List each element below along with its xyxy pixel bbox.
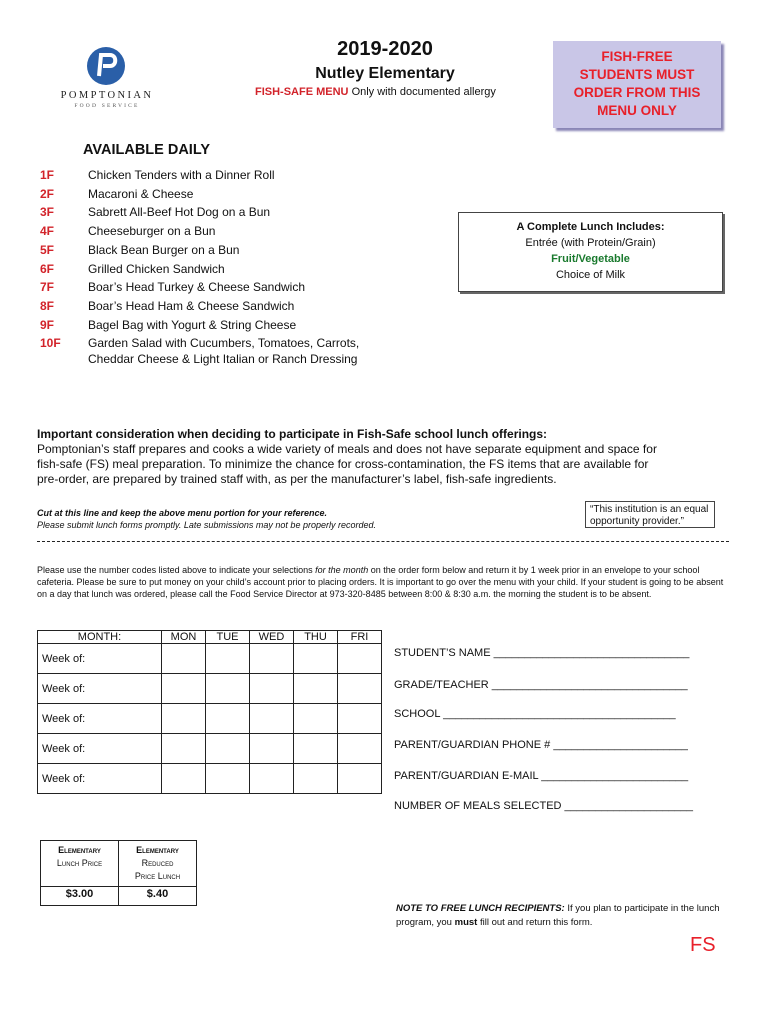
regular-label-1: Elementary	[58, 845, 101, 855]
order-cell[interactable]	[250, 644, 294, 674]
equal-opportunity-box: “This institution is an equal opportunity provider.”	[585, 501, 715, 528]
menu-item-line: Cheddar Cheese & Light Italian or Ranch Dressing	[88, 352, 358, 367]
order-cell[interactable]	[250, 674, 294, 704]
day-header-wed: WED	[250, 631, 294, 644]
parent-email-field[interactable]: PARENT/GUARDIAN E-MAIL ________________________	[394, 770, 689, 782]
entree-text: Entrée (with Protein/Grain)	[525, 237, 656, 249]
menu-item	[40, 260, 420, 279]
menu-item	[40, 241, 420, 260]
price-labels-row	[41, 841, 197, 887]
school-name: Nutley Elementary	[315, 65, 455, 82]
order-cell[interactable]	[162, 644, 206, 674]
day-header-thu: THU	[294, 631, 338, 644]
fs-menu-title: FISH-SAFE MENU	[255, 86, 349, 98]
price-values-row	[41, 887, 197, 906]
order-cell[interactable]	[162, 734, 206, 764]
menu-item-name: Black Bean Burger on a Bun	[88, 242, 240, 257]
fish-free-notice	[553, 41, 721, 128]
menu-code: 1F	[40, 168, 55, 182]
month-label: MONTH:	[38, 631, 162, 644]
reduced-label-2: Reduced	[141, 858, 174, 868]
menu-item	[40, 316, 420, 335]
order-cell[interactable]	[206, 644, 250, 674]
order-cell[interactable]	[206, 734, 250, 764]
fruit-veg-text: Fruit/Vegetable	[551, 253, 630, 265]
order-cell[interactable]	[250, 734, 294, 764]
menu-item-name: Chicken Tenders with a Dinner Roll	[88, 168, 275, 182]
menu-code: 8F	[40, 298, 55, 313]
order-cell[interactable]	[338, 674, 382, 704]
order-cell[interactable]	[338, 704, 382, 734]
menu-code: 9F	[40, 317, 55, 332]
available-daily-title: AVAILABLE DAILY	[83, 142, 211, 158]
reduced-label-3: Price Lunch	[134, 871, 181, 881]
menu-item-name: Boar’s Head Ham & Cheese Sandwich	[88, 298, 295, 313]
menu-item	[40, 203, 420, 222]
menu-code: 5F	[40, 242, 55, 257]
notice-line: FISH-FREE	[601, 49, 673, 64]
order-cell[interactable]	[294, 674, 338, 704]
note-must: must	[454, 917, 478, 928]
notice-line: ORDER FROM THIS	[573, 85, 701, 100]
form-code: FS	[690, 934, 716, 956]
menu-code: 2F	[40, 186, 55, 201]
complete-lunch-title: A Complete Lunch Includes:	[516, 221, 665, 233]
regular-label-2: Lunch Price	[56, 858, 103, 868]
week-label[interactable]: Week of:	[38, 734, 162, 764]
week-row	[38, 644, 382, 674]
logo-mark-icon	[86, 46, 126, 86]
order-cell[interactable]	[294, 704, 338, 734]
order-cell[interactable]	[294, 734, 338, 764]
cut-instructions	[37, 507, 577, 531]
instr-part2: on the order form below and return it by 1 week prior in an envelope to your school cafeteria. Please be sure to put money on your child’s account prior to placing orders. It is important to go over the menu with your child. If your student is going to be absent on a day that lunch was ordered, please call the Food Service Director at 973-320-8485 between 8:00 & 8:30 a.m. the morning the student is to be absent.	[37, 565, 724, 599]
order-cell[interactable]	[162, 704, 206, 734]
menu-item-line: Garden Salad with Cucumbers, Tomatoes, Carrots,	[88, 336, 360, 351]
reduced-label-1: Elementary	[136, 845, 179, 855]
instr-part1: Please use the number codes listed above to indicate your selections	[37, 565, 316, 575]
cut-dashed-line	[37, 541, 729, 542]
order-cell[interactable]	[250, 764, 294, 794]
week-label[interactable]: Week of:	[38, 704, 162, 734]
menu-code: 3F	[40, 205, 55, 220]
submit-promptly-text: Please submit lunch forms promptly. Late submissions may not be properly recorded.	[37, 520, 376, 530]
note-label: NOTE TO FREE LUNCH RECIPIENTS:	[396, 903, 565, 914]
order-cell[interactable]	[338, 644, 382, 674]
logo-subtitle: FOOD SERVICE	[74, 103, 140, 109]
complete-lunch-box	[458, 212, 723, 292]
menu-code: 4F	[40, 224, 55, 239]
reduced-price-value: $.40	[119, 887, 197, 906]
student-name-field[interactable]: STUDENT’S NAME ________________________________	[394, 647, 690, 659]
school-field[interactable]: SCHOOL ______________________________________	[394, 708, 676, 720]
fish-safe-menu-label	[255, 86, 517, 98]
logo-name: POMPTONIAN	[60, 90, 154, 101]
note-text-2: fill out and return this form.	[477, 917, 593, 928]
menu-code: 6F	[40, 261, 55, 276]
order-cell[interactable]	[294, 644, 338, 674]
menu-list	[40, 166, 420, 367]
note-text-1: If you plan to participate in the lunch program, you	[396, 903, 720, 928]
day-header-fri: FRI	[338, 631, 382, 644]
order-cell[interactable]	[338, 764, 382, 794]
milk-text: Choice of Milk	[555, 269, 626, 281]
menu-item	[40, 166, 420, 185]
important-line: pre-order, are prepared by trained staff with, as per the manufacturer’s label, fish-safe ingredients.	[37, 472, 557, 486]
menu-code: 10F	[40, 336, 61, 351]
menu-item-name	[88, 334, 420, 367]
order-cell[interactable]	[250, 704, 294, 734]
important-heading: Important consideration when deciding to participate in Fish-Safe school lunch offerings:	[37, 427, 548, 441]
week-label[interactable]: Week of:	[38, 764, 162, 794]
menu-item	[40, 334, 420, 367]
important-line: Pomptonian’s staff prepares and cooks a wide variety of meals and does not have separate equipment and space for	[37, 442, 657, 456]
order-cell[interactable]	[294, 764, 338, 794]
menu-item	[40, 185, 420, 204]
menu-item-name: Cheeseburger on a Bun	[88, 224, 216, 239]
week-row	[38, 734, 382, 764]
fs-menu-note: Only with documented allergy	[351, 86, 496, 98]
notice-line: MENU ONLY	[597, 103, 677, 118]
parent-phone-field[interactable]: PARENT/GUARDIAN PHONE # ______________________	[394, 739, 688, 751]
week-label[interactable]: Week of:	[38, 644, 162, 674]
grade-teacher-field[interactable]: GRADE/TEACHER ________________________________	[394, 679, 688, 691]
menu-item-name: Bagel Bag with Yogurt & String Cheese	[88, 317, 297, 332]
regular-price-label	[41, 841, 119, 887]
menu-item-name: Macaroni & Cheese	[88, 186, 194, 201]
order-cell[interactable]	[206, 704, 250, 734]
menu-code: 7F	[40, 280, 55, 295]
regular-price-value: $3.00	[41, 887, 119, 906]
week-row	[38, 704, 382, 734]
order-cell[interactable]	[338, 734, 382, 764]
menu-item	[40, 278, 420, 297]
instr-italic: for the month	[315, 565, 369, 575]
notice-line: STUDENTS MUST	[579, 67, 695, 82]
important-line: fish-safe (FS) meal preparation. To minimize the chance for cross-contamination, the FS items that are available for	[37, 457, 649, 471]
day-header-tue: TUE	[206, 631, 250, 644]
order-cell[interactable]	[206, 764, 250, 794]
menu-item-name: Grilled Chicken Sandwich	[88, 261, 225, 276]
order-cell[interactable]	[162, 764, 206, 794]
menu-item-name: Sabrett All-Beef Hot Dog on a Bun	[88, 205, 271, 220]
week-label[interactable]: Week of:	[38, 674, 162, 704]
reduced-price-label	[119, 841, 197, 887]
order-cell[interactable]	[162, 674, 206, 704]
cut-line-text: Cut at this line and keep the above menu portion for your reference.	[37, 508, 328, 518]
order-table	[37, 630, 382, 794]
menu-item-name: Boar’s Head Turkey & Cheese Sandwich	[88, 280, 306, 295]
meals-selected-field[interactable]: NUMBER OF MEALS SELECTED _____________________	[394, 800, 694, 812]
menu-item	[40, 222, 420, 241]
day-header-mon: MON	[162, 631, 206, 644]
week-row	[38, 674, 382, 704]
order-instructions	[37, 564, 727, 600]
order-table-header	[38, 631, 382, 644]
order-cell[interactable]	[206, 674, 250, 704]
price-table	[40, 840, 197, 906]
important-consideration	[37, 427, 737, 487]
school-year: 2019-2020	[337, 38, 433, 60]
week-row	[38, 764, 382, 794]
menu-item	[40, 297, 420, 316]
pomptonian-logo	[48, 46, 166, 116]
free-lunch-note	[396, 902, 726, 930]
